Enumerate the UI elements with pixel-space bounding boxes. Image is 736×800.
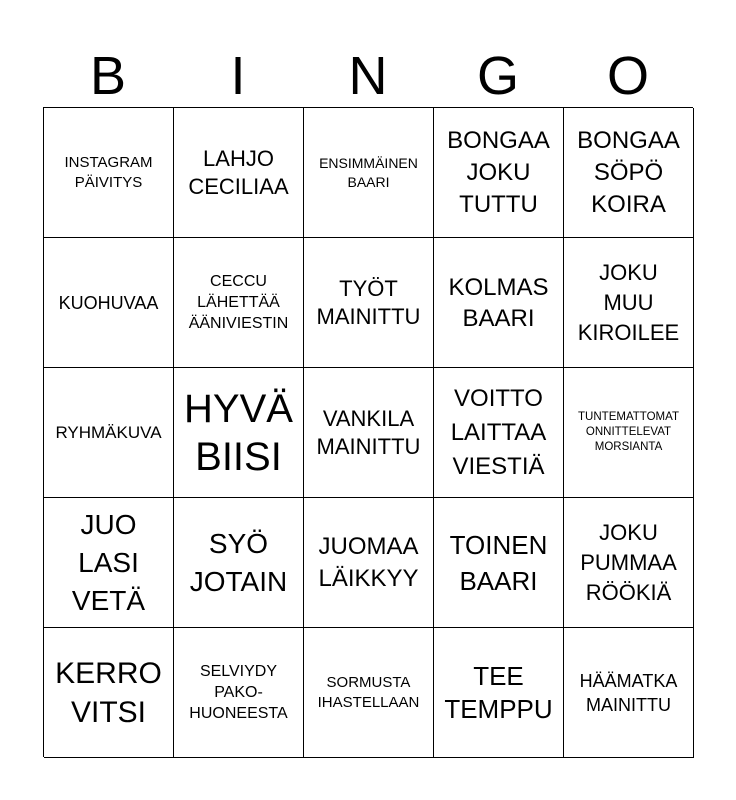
- bingo-cell[interactable]: [304, 498, 434, 628]
- bingo-cell[interactable]: [174, 108, 304, 238]
- cell-label: LAHJO CECILIAA: [188, 145, 289, 199]
- cell-label: KOLMAS BAARI: [448, 273, 549, 332]
- bingo-cell[interactable]: [44, 368, 174, 498]
- cell-label: HYVÄ BIISI: [184, 386, 293, 479]
- cell-label: ENSIMMÄINEN BAARI: [319, 154, 418, 190]
- cell-label: BONGAA SÖPÖ KOIRA: [577, 126, 680, 218]
- cell-label: JUOMAA LÄIKKYY: [318, 532, 419, 592]
- cell-label: TOINEN BAARI: [449, 529, 548, 596]
- cell-label: VANKILA MAINITTU: [316, 405, 421, 459]
- cell-label: HÄÄMATKA MAINITTU: [579, 670, 678, 715]
- cell-label: TYÖT MAINITTU: [316, 275, 421, 329]
- bingo-cell[interactable]: [434, 108, 564, 238]
- cell-label: BONGAA JOKU TUTTU: [447, 126, 550, 218]
- cell-label: SYÖ JOTAIN: [189, 527, 288, 597]
- bingo-cell[interactable]: [174, 368, 304, 498]
- bingo-cell[interactable]: [44, 498, 174, 628]
- bingo-cell[interactable]: [174, 628, 304, 758]
- cell-label: RYHMÄKUVA: [55, 422, 162, 442]
- bingo-cell[interactable]: [44, 238, 174, 368]
- bingo-cell[interactable]: [304, 108, 434, 238]
- bingo-header: [43, 44, 693, 108]
- bingo-cell[interactable]: [434, 498, 564, 628]
- cell-label: INSTAGRAM PÄIVITYS: [64, 153, 153, 191]
- cell-label: KERRO VITSI: [55, 656, 162, 729]
- bingo-cell[interactable]: [564, 498, 694, 628]
- bingo-cell[interactable]: [564, 108, 694, 238]
- cell-label: TUNTEMATTOMAT ONNITTELEVAT MORSIANTA: [578, 411, 679, 453]
- bingo-cell[interactable]: [174, 238, 304, 368]
- cell-label: VOITTO LAITTAA VIESTIÄ: [450, 384, 547, 480]
- cell-label: JOKU PUMMAA RÖÖKIÄ: [580, 519, 677, 605]
- cell-label: SORMUSTA IHASTELLAAN: [317, 673, 420, 711]
- header-letter-o: O: [606, 46, 649, 106]
- bingo-cell[interactable]: [44, 108, 174, 238]
- bingo-cell[interactable]: [564, 368, 694, 498]
- bingo-cell[interactable]: [304, 238, 434, 368]
- bingo-cell[interactable]: [564, 628, 694, 758]
- header-letter-b: B: [89, 46, 127, 106]
- cell-label: CECCU LÄHETTÄÄ ÄÄNIVIESTIN: [188, 273, 289, 332]
- header-letter-i: I: [230, 46, 246, 106]
- bingo-cell[interactable]: [44, 628, 174, 758]
- cell-label: KUOHUVAA: [58, 292, 159, 313]
- cell-label: SELVIYDY PAKO- HUONEESTA: [189, 663, 288, 722]
- bingo-cell[interactable]: [174, 498, 304, 628]
- bingo-cell[interactable]: [304, 368, 434, 498]
- cell-label: JOKU MUU KIROILEE: [577, 259, 680, 345]
- header-letter-n: N: [348, 46, 388, 106]
- bingo-board: [43, 107, 693, 757]
- header-letter-g: G: [476, 46, 519, 106]
- cell-label: JUO LASI VETÄ: [71, 508, 146, 616]
- bingo-cell[interactable]: [434, 238, 564, 368]
- cell-label: TEE TEMPPU: [444, 660, 553, 724]
- bingo-cell[interactable]: [564, 238, 694, 368]
- bingo-cell[interactable]: [304, 628, 434, 758]
- bingo-cell[interactable]: [434, 628, 564, 758]
- bingo-cell[interactable]: [434, 368, 564, 498]
